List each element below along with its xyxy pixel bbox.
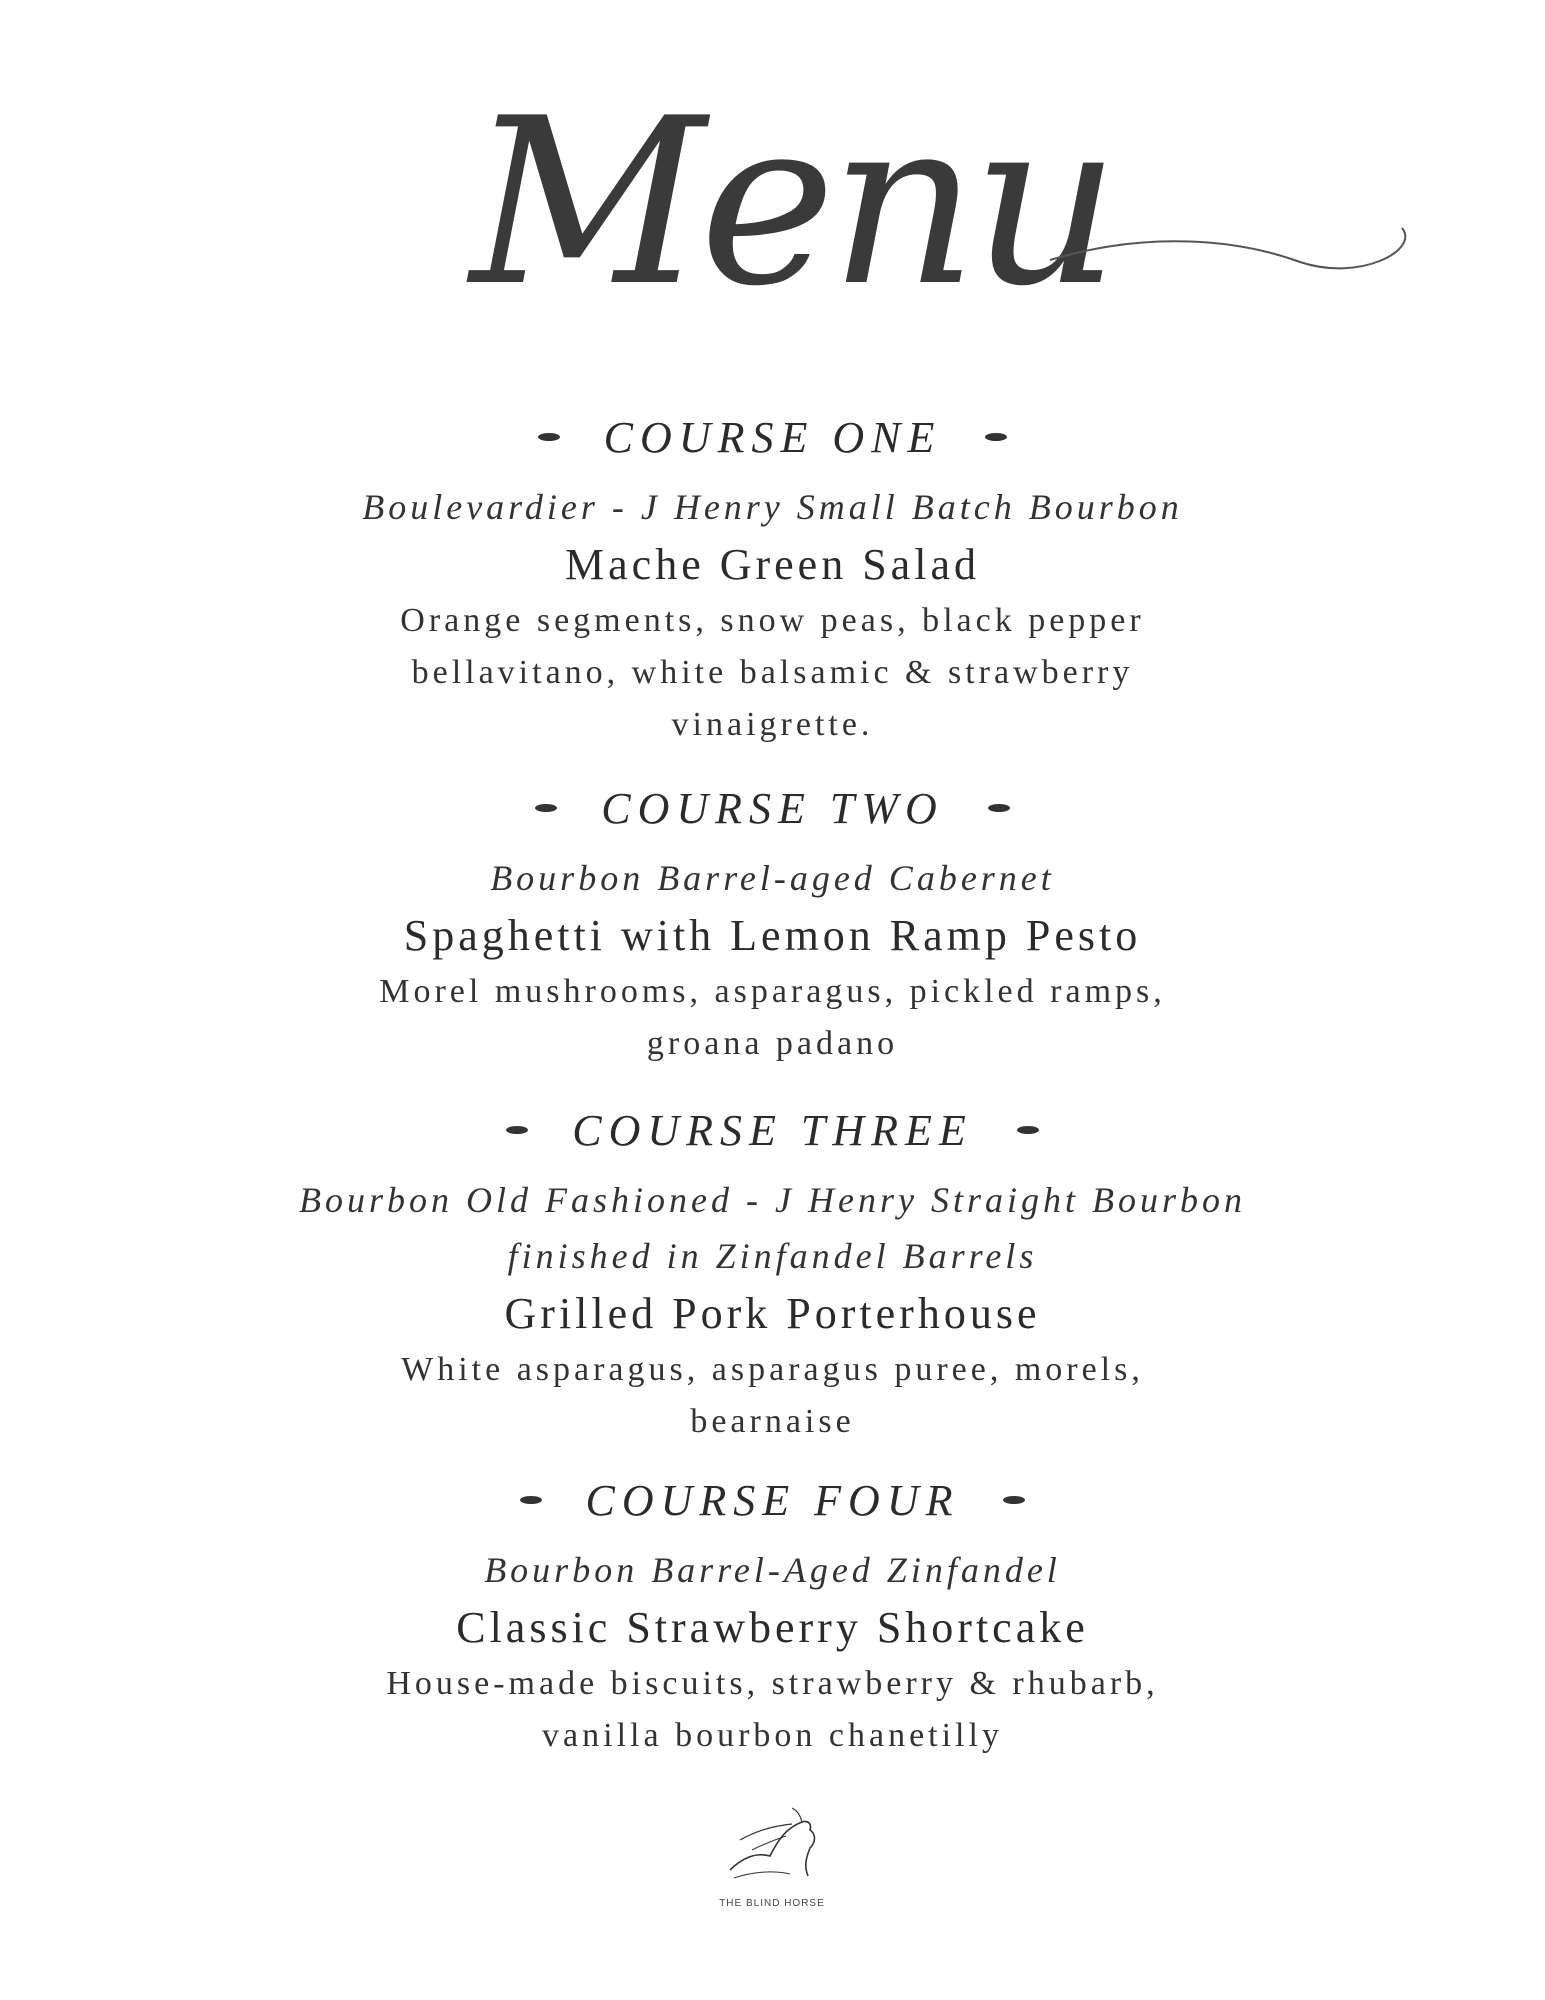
dish-description-line: bellavitano, white balsamic & strawberry bbox=[411, 654, 1134, 691]
bullet-dot-icon bbox=[1003, 1496, 1025, 1504]
course-heading-text: COURSE TWO bbox=[601, 783, 944, 833]
course-heading bbox=[0, 780, 1545, 836]
menu-title-area bbox=[0, 0, 1545, 340]
drink-pairing: finished in Zinfandel Barrels bbox=[507, 1236, 1038, 1276]
bullet-dot-icon bbox=[520, 1496, 542, 1504]
logo-caption: THE BLIND HORSE bbox=[719, 1898, 825, 1909]
bullet-dot-icon bbox=[506, 1126, 528, 1134]
course-heading-text: COURSE FOUR bbox=[585, 1475, 960, 1525]
course-heading-text: COURSE THREE bbox=[572, 1105, 973, 1155]
drink-pairing: Bourbon Barrel-Aged Zinfandel bbox=[484, 1550, 1061, 1590]
dish-description-line: White asparagus, asparagus puree, morels, bbox=[401, 1351, 1144, 1388]
horse-head-icon bbox=[712, 1800, 832, 1890]
bullet-dot-icon bbox=[1017, 1126, 1039, 1134]
course-heading bbox=[0, 409, 1545, 465]
course-four bbox=[0, 1472, 1545, 1762]
bullet-dot-icon bbox=[538, 433, 560, 441]
dish-description-line: bearnaise bbox=[690, 1403, 855, 1440]
menu-title-graphic bbox=[0, 0, 1545, 340]
dish-name: Classic Strawberry Shortcake bbox=[456, 1603, 1089, 1652]
course-two bbox=[0, 780, 1545, 1070]
course-heading bbox=[0, 1102, 1545, 1158]
course-heading bbox=[0, 1472, 1545, 1528]
dish-description-line: Morel mushrooms, asparagus, pickled ramps, bbox=[379, 973, 1166, 1010]
bullet-dot-icon bbox=[985, 433, 1007, 441]
course-heading-text: COURSE ONE bbox=[603, 412, 942, 462]
dish-name: Mache Green Salad bbox=[565, 540, 980, 589]
course-one bbox=[0, 409, 1545, 751]
dish-description-line: Orange segments, snow peas, black pepper bbox=[400, 602, 1145, 639]
course-three bbox=[0, 1102, 1545, 1448]
bullet-dot-icon bbox=[535, 804, 557, 812]
restaurant-logo bbox=[672, 1800, 872, 1940]
dish-description-line: House-made biscuits, strawberry & rhubarb, bbox=[386, 1665, 1159, 1702]
drink-pairing: Bourbon Barrel-aged Cabernet bbox=[490, 858, 1055, 898]
dish-description-line: vanilla bourbon chanetilly bbox=[542, 1717, 1003, 1754]
dish-name: Grilled Pork Porterhouse bbox=[504, 1289, 1041, 1338]
bullet-dot-icon bbox=[988, 804, 1010, 812]
drink-pairing: Bourbon Old Fashioned - J Henry Straight Bourbon bbox=[299, 1180, 1246, 1220]
page-title: Menu bbox=[470, 70, 1114, 337]
dish-name: Spaghetti with Lemon Ramp Pesto bbox=[403, 911, 1142, 960]
dish-description-line: groana padano bbox=[646, 1025, 899, 1062]
dish-description-line: vinaigrette. bbox=[671, 706, 874, 743]
drink-pairing: Boulevardier - J Henry Small Batch Bourbon bbox=[362, 487, 1183, 527]
